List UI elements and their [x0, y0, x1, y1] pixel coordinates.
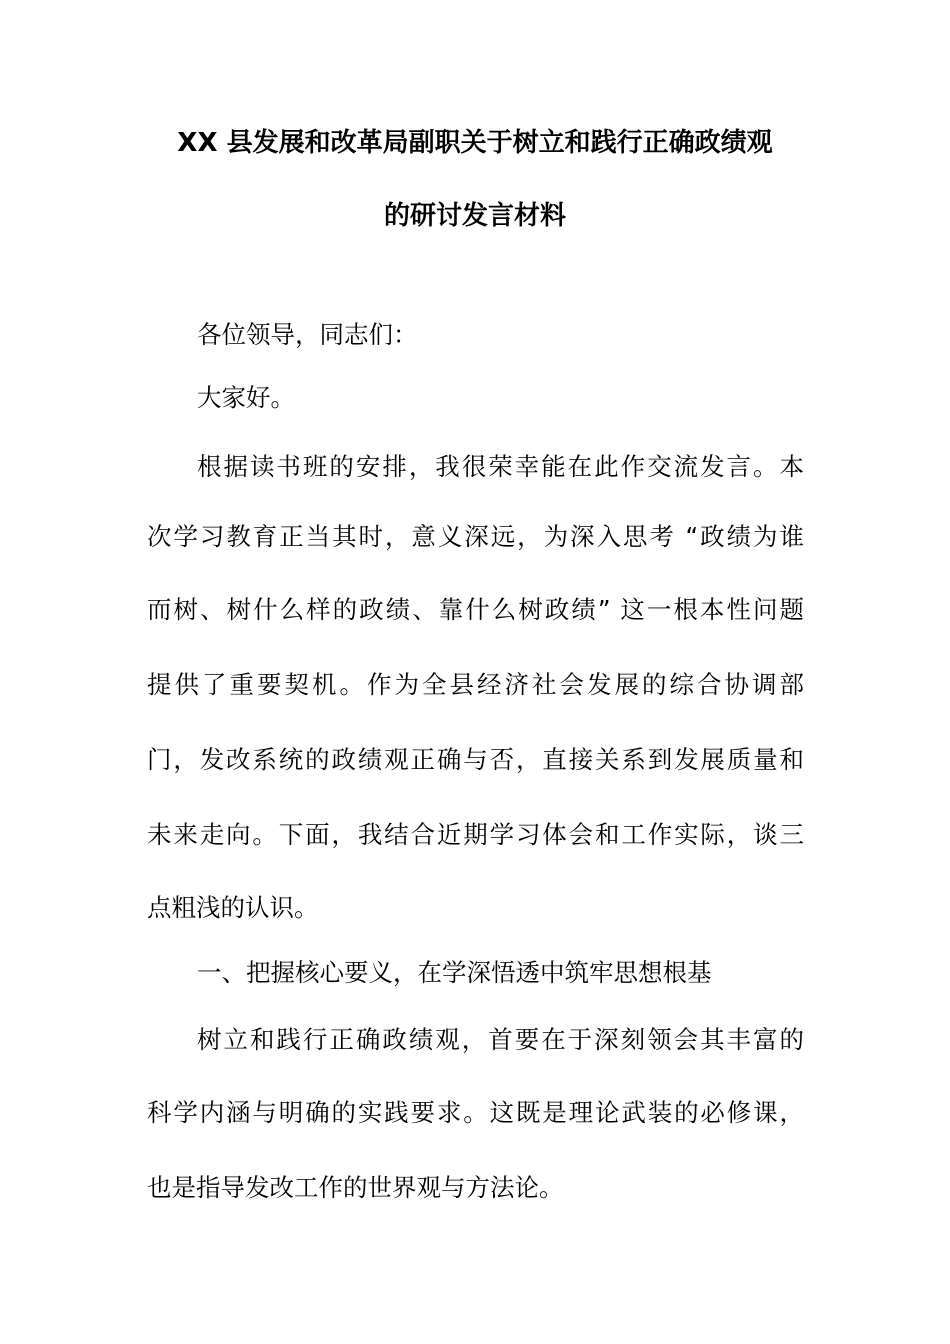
paragraph-line: 根据读书班的安排，我很荣幸能在此作交流发言。本 — [197, 452, 804, 481]
paragraph-line: 点粗浅的认识。 — [147, 893, 319, 922]
document-title-line-2: 的研讨发言材料 — [383, 201, 566, 231]
paragraph-line: 树立和践行正确政绩观，首要在于深刻领会其丰富的 — [197, 1025, 804, 1054]
paragraph-line: 而树、树什么样的政绩、靠什么树政绩” 这一根本性问题 — [147, 595, 804, 624]
paragraph-line: 也是指导发改工作的世界观与方法论。 — [147, 1173, 564, 1202]
document-title-line-1: XX 县发展和改革局副职关于树立和践行正确政绩观 — [177, 128, 773, 158]
paragraph-line: 科学内涵与明确的实践要求。这既是理论武装的必修课， — [147, 1098, 804, 1127]
paragraph-line: 门，发改系统的政绩观正确与否，直接关系到发展质量和 — [147, 745, 804, 774]
section-heading: 一、把握核心要义，在学深悟透中筑牢思想根基 — [197, 958, 712, 987]
greeting: 大家好。 — [197, 383, 295, 412]
paragraph-line: 未来走向。下面，我结合近期学习体会和工作实际，谈三 — [147, 820, 804, 849]
paragraph-line: 提供了重要契机。作为全县经济社会发展的综合协调部 — [147, 670, 804, 699]
salutation: 各位领导，同志们： — [197, 320, 418, 349]
paragraph-line: 次学习教育正当其时，意义深远，为深入思考 “政绩为谁 — [147, 522, 804, 551]
